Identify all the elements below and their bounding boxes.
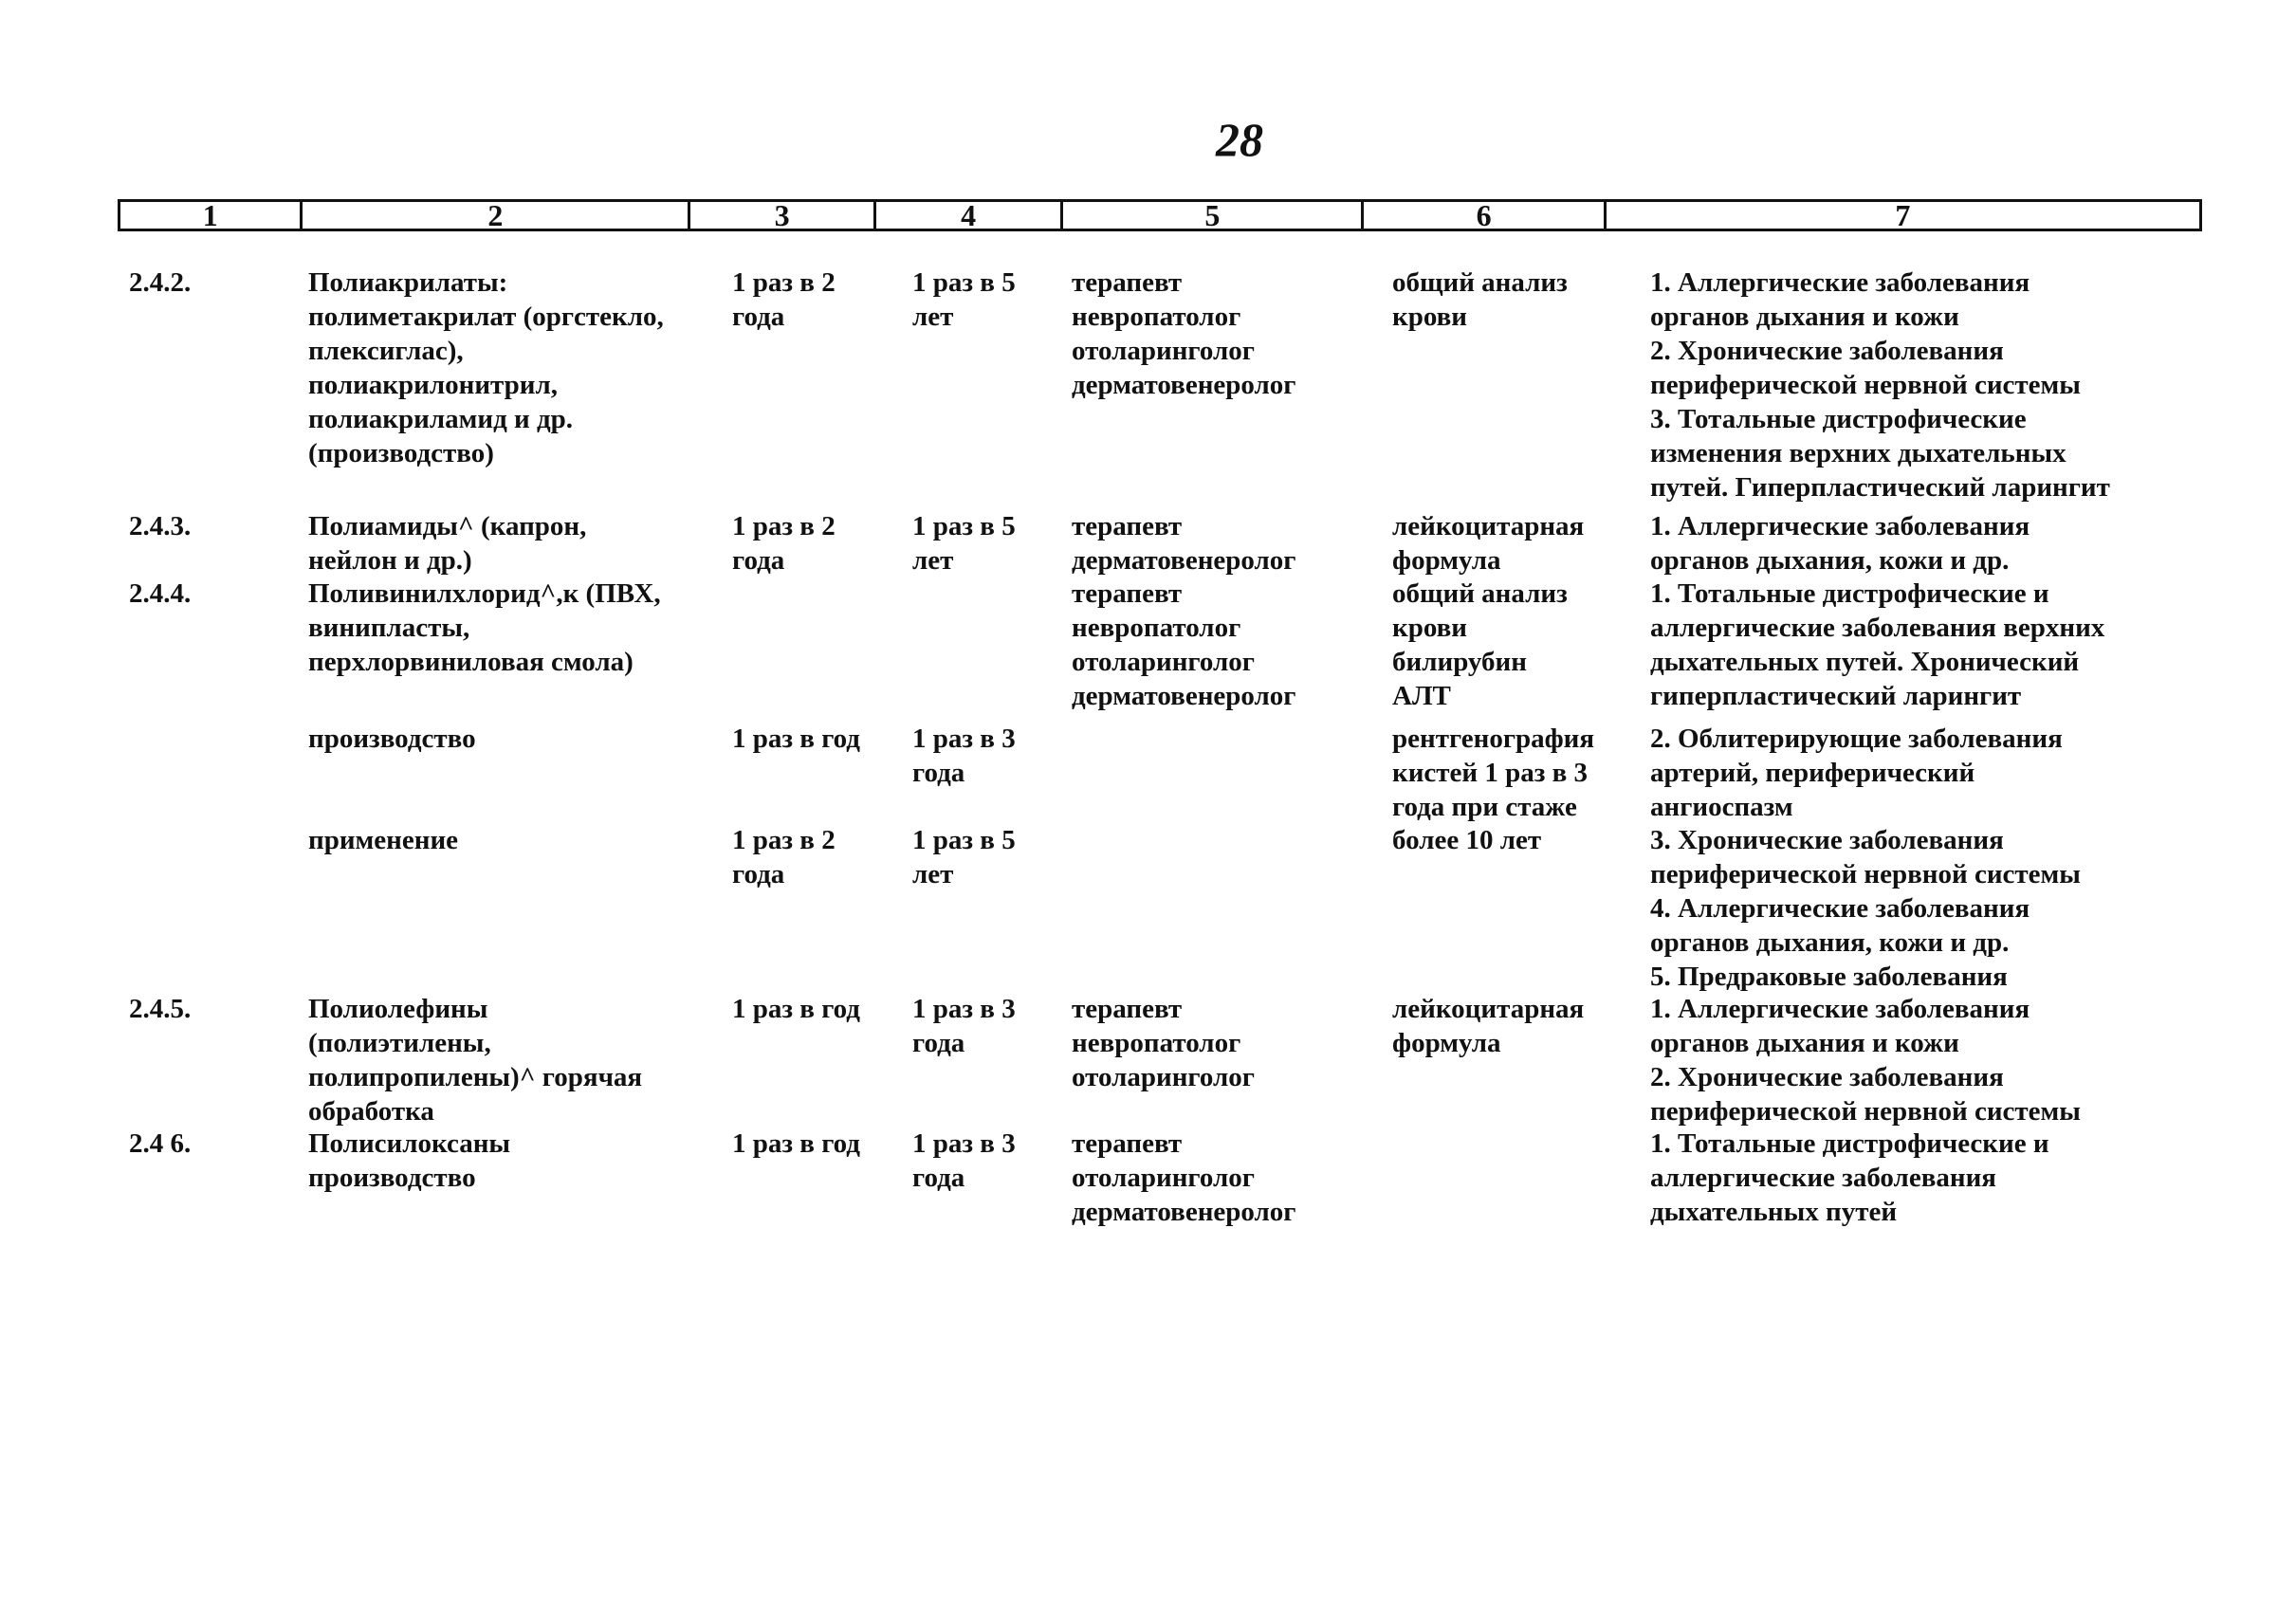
row-periodicity-col4: 1 раз в 3 года	[912, 994, 1016, 1058]
row-code: 2.4.2.	[129, 267, 192, 298]
row-contraindications: 3. Хронические заболевания периферической нервной системы 4. Аллергические заболевания органов дыхания, кожи и др. 5. Предраковые заболевания	[1650, 825, 2081, 992]
row-contraindications: 1. Аллергические заболевания органов дыхания и кожи 2. Хронические заболевания периферической нервной системы	[1650, 994, 2081, 1127]
row-periodicity-col3: 1 раз в год	[732, 994, 860, 1024]
row-contraindications: 1. Аллергические заболевания органов дыхания и кожи 2. Хронические заболевания периферической нервной системы 3. Тотальные дистрофические изменения верхних дыхательных путей. Гиперпластический ларингит	[1650, 267, 2110, 503]
row-code: 2.4.3.	[129, 511, 192, 541]
row-specialists: терапевт невропатолог отоларинголог	[1072, 994, 1255, 1092]
table-header-row	[118, 199, 2202, 231]
row-specialists: терапевт дерматовенеролог	[1072, 511, 1296, 576]
row-substance: Полиолефины (полиэтилены, полипропилены)^ горячая обработка	[308, 994, 643, 1127]
row-substance: Полиамиды^ (капрон, нейлон и др.)	[308, 511, 587, 576]
row-tests: общий анализ крови	[1392, 267, 1568, 332]
row-specialists: терапевт невропатолог отоларинголог дерматовенеролог	[1072, 267, 1296, 400]
row-tests: лейкоцитарная формула	[1392, 994, 1585, 1058]
row-contraindications: 1. Аллергические заболевания органов дыхания, кожи и др.	[1650, 511, 2030, 576]
header-col-7: 7	[1604, 202, 2199, 229]
row-specialists: терапевт отоларинголог дерматовенеролог	[1072, 1128, 1296, 1227]
row-periodicity-col4: 1 раз в 5 лет	[912, 267, 1016, 332]
header-col-2: 2	[300, 202, 688, 229]
row-substance: Полиакрилаты: полиметакрилат (оргстекло, плексиглас), полиакрилонитрил, полиакриламид и др. (производство)	[308, 267, 664, 468]
row-tests: более 10 лет	[1392, 825, 1542, 855]
row-contraindications: 1. Тотальные дистрофические и аллергические заболевания верхних дыхательных путей. Хронический гиперпластический ларингит	[1650, 578, 2105, 711]
row-specialists: терапевт невропатолог отоларинголог дерматовенеролог	[1072, 578, 1296, 711]
row-periodicity-col3: 1 раз в 2 года	[732, 825, 836, 889]
row-substance: Поливинилхлорид^,к (ПВХ, винипласты, перхлорвиниловая смола)	[308, 578, 661, 677]
page-number: 28	[1216, 113, 1263, 166]
row-periodicity-col3: 1 раз в год	[732, 1128, 860, 1159]
header-col-4: 4	[873, 202, 1060, 229]
row-periodicity-col4: 1 раз в 5 лет	[912, 825, 1016, 889]
header-col-3: 3	[688, 202, 872, 229]
row-substance: производство	[308, 724, 476, 754]
row-substance: Полисилоксаны производство	[308, 1128, 511, 1193]
row-code: 2.4 6.	[129, 1128, 192, 1159]
row-code: 2.4.5.	[129, 994, 192, 1024]
row-periodicity-col4: 1 раз в 3 года	[912, 1128, 1016, 1193]
row-substance: применение	[308, 825, 459, 855]
header-col-6: 6	[1361, 202, 1603, 229]
row-periodicity-col4: 1 раз в 3 года	[912, 724, 1016, 788]
row-contraindications: 1. Тотальные дистрофические и аллергические заболевания дыхательных путей	[1650, 1128, 2049, 1227]
header-col-1: 1	[202, 198, 218, 232]
row-code: 2.4.4.	[129, 578, 192, 609]
row-contraindications: 2. Облитерирующие заболевания артерий, периферический ангиоспазм	[1650, 724, 2063, 822]
row-periodicity-col3: 1 раз в 2 года	[732, 267, 836, 332]
row-tests: рентгенография кистей 1 раз в 3 года при стаже	[1392, 724, 1595, 822]
row-periodicity-col4: 1 раз в 5 лет	[912, 511, 1016, 576]
row-periodicity-col3: 1 раз в год	[732, 724, 860, 754]
row-tests: лейкоцитарная формула	[1392, 511, 1585, 576]
row-periodicity-col3: 1 раз в 2 года	[732, 511, 836, 576]
header-col-5: 5	[1060, 202, 1361, 229]
row-tests: общий анализ крови билирубин АЛТ	[1392, 578, 1568, 711]
